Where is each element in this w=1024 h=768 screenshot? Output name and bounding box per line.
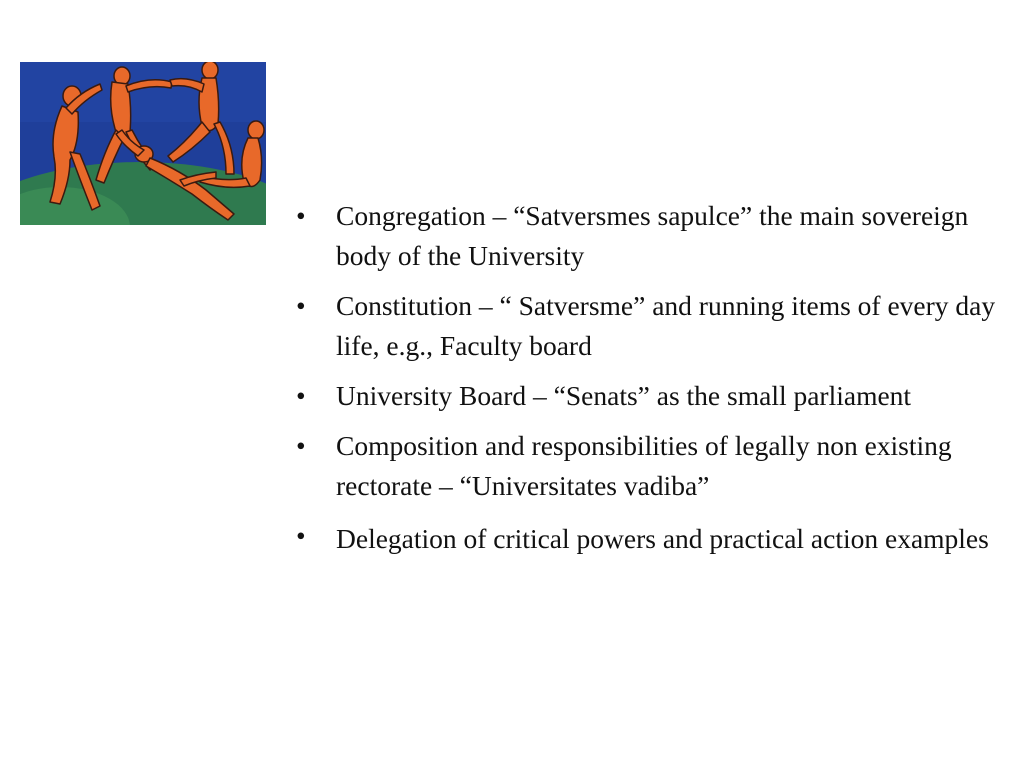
bullet-list — [296, 196, 996, 572]
bullet-text: University Board – “Senats” as the small parliament — [336, 380, 912, 411]
bullet-marker: • — [296, 430, 306, 461]
dance-painting-image — [20, 62, 266, 225]
bullet-marker: • — [296, 380, 306, 411]
bullet-marker: • — [296, 200, 306, 231]
bullet-text: Congregation – “Satversmes sapulce” the main sovereign body of the University — [336, 200, 969, 271]
bullet-text: Composition and responsibilities of legally non existing rectorate – “Universitates vadiba” — [336, 430, 952, 501]
bullet-marker: • — [296, 290, 306, 321]
bullet-item-delegation — [296, 516, 996, 562]
bullet-text: Delegation of critical powers and practical action examples — [336, 523, 989, 554]
bullet-text: Constitution – “ Satversme” and running items of every day life, e.g., Faculty board — [336, 290, 996, 361]
bullet-item-constitution — [296, 286, 996, 366]
bullet-marker: • — [296, 520, 306, 551]
bullet-item-congregation — [296, 196, 996, 276]
bullet-item-composition — [296, 426, 996, 506]
bullet-item-university-board — [296, 376, 996, 416]
